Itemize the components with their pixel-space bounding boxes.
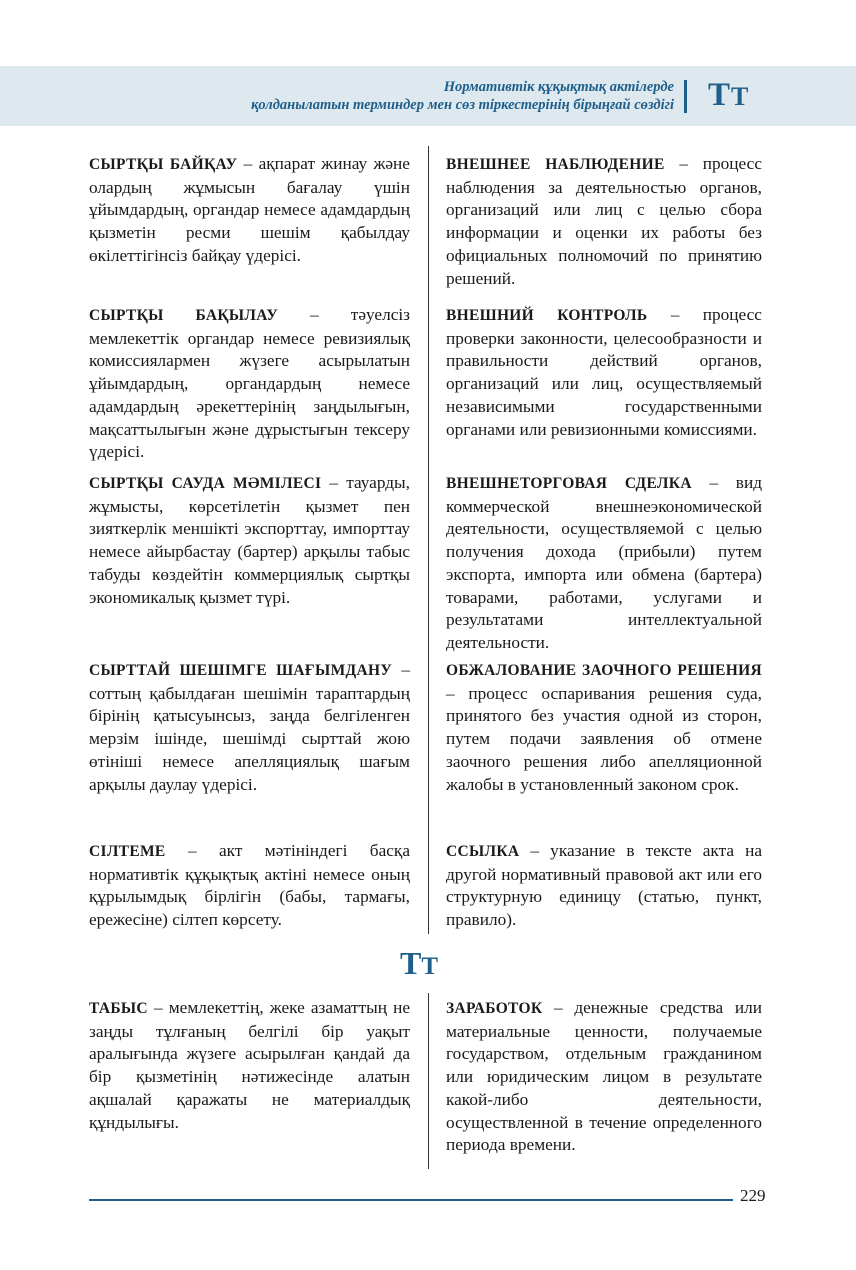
term-kz: СЫРТҚЫ САУДА МӘМІЛЕСІ	[89, 475, 322, 492]
term-kz: СЫРТҚЫ БАҚЫЛАУ	[89, 307, 279, 324]
section-letter-small: Т	[421, 953, 439, 980]
column-divider-bottom	[428, 993, 429, 1169]
definition-kz: – акт мәтініндегі басқа нормативтік құқықтық актіні немесе оның құрылымдық бірлігін (бабы, тармағы, ережесіне) сілтеп көрсету.	[89, 841, 410, 930]
header-divider	[684, 80, 687, 113]
term-kz: СІЛТЕМЕ	[89, 843, 166, 860]
column-divider-top	[428, 146, 429, 934]
entry-kz-2	[89, 472, 410, 609]
term-ru: ВНЕШНЕЕ НАБЛЮДЕНИЕ	[446, 156, 665, 173]
definition-kz: – тәуелсіз мемлекеттік органдар немесе ревизиялық комиссиялармен жүзеге асырылатын ұйымдардың, органдардың немесе адамдардың әрекеттерінің заңдылығын, мақсаттылығын және дұрыстығын тексеру үдерісі.	[89, 305, 410, 462]
term-kz: СЫРТҚЫ БАЙҚАУ	[89, 156, 238, 173]
definition-ru: – процесс проверки законности, целесообразности и правильности действий органов, организаций или лиц, осуществляемый независимыми государственными органами или ревизионными комиссиями.	[446, 305, 762, 439]
definition-ru: – денежные средства или материальные ценности, получаемые государством, отдельным гражданином или юридическим лицом в результате какой-либо деятельности, осуществленной в течение определенного периода времени.	[446, 998, 762, 1155]
entry-kz-4	[89, 840, 410, 932]
definition-kz: – соттың қабылдаған шешімін тараптардың бірінің қатысуынсыз, заңда белгіленген мерзім ішінде, шешімді сырттай жою өтініші немесе апелляциялық шағым арқылы даулау үдерісі.	[89, 660, 410, 794]
running-header	[114, 78, 674, 114]
term-ru: ВНЕШНЕТОРГОВАЯ СДЕЛКА	[446, 475, 692, 492]
entry-kz-5	[89, 997, 410, 1134]
definition-kz: – тауарды, жұмысты, көрсетілетін қызмет пен зияткерлік меншікті экспорттау, импорттау немесе айырбастау (бартер) арқылы табыс табуды көздейтін коммерциялық сыртқы экономикалық қызмет түрі.	[89, 473, 410, 607]
page-number: 229	[740, 1186, 766, 1205]
entry-kz-0	[89, 153, 410, 268]
section-letter	[0, 944, 838, 986]
definition-ru: – процесс наблюдения за деятельностью органов, организаций или лиц с целью сбора информации и оценки их работы без официальных полномочий по принятию решений.	[446, 154, 762, 288]
term-ru: ЗАРАБОТОК	[446, 1000, 543, 1017]
running-header-line-1: Нормативтік құқықтық актілерде	[443, 79, 674, 95]
term-ru: ОБЖАЛОВАНИЕ ЗАОЧНОГО РЕШЕНИЯ	[446, 662, 762, 679]
entry-ru-1	[446, 304, 762, 441]
section-letter-big: Т	[399, 945, 422, 981]
definition-ru: – процесс оспаривания решения суда, принятого без участия одной из сторон, путем подачи заявления об отмене заочного решения либо апелляционной жалобы в установленный законом срок.	[446, 683, 762, 794]
entry-ru-0	[446, 153, 762, 290]
entry-kz-1	[89, 304, 410, 464]
definition-kz: – ақпарат жинау және олардың жұмысын бағалау үшін ұйымдардың, органдар немесе адамдардың қызметін ресми шешім қабылдау өкілеттігінсіз байқау үдерісі.	[89, 154, 410, 265]
definition-ru: – вид коммерческой внешнеэкономической деятельности, осуществляемой с целью получения дохода (прибыли) путем экспорта, импорта или обмена (бартера) товарами, работами, услугами и результатами интеллектуальной деятельности.	[446, 473, 763, 652]
term-kz: ТАБЫС	[89, 1000, 148, 1017]
definition-kz: – мемлекеттің, жеке азаматтың не заңды тұлғаның белгілі бір уақыт аралығында жүзеге асырылған қандай да бір қызметінің нәтижесінде алатын ақшалай қаражаты не материалдық құндылығы.	[89, 998, 410, 1132]
entry-ru-5	[446, 997, 762, 1157]
term-kz: СЫРТТАЙ ШЕШІМГЕ ШАҒЫМДАНУ	[89, 662, 392, 679]
entry-ru-3	[446, 659, 762, 796]
running-header-line-2: қолданылатын терминдер мен сөз тіркестерінің бірыңғай сөздігі	[251, 97, 674, 113]
entry-ru-2	[446, 472, 762, 655]
entry-ru-4	[446, 840, 762, 932]
term-ru: ССЫЛКА	[446, 843, 520, 860]
entry-kz-3	[89, 659, 410, 796]
definition-ru: – указание в тексте акта на другой нормативный правовой акт или его структурную единицу (статью, пункт, правило).	[446, 841, 762, 930]
footer-rule	[89, 1199, 733, 1201]
header-letter-big: Т	[708, 77, 732, 113]
header-letter	[708, 76, 749, 116]
term-ru: ВНЕШНИЙ КОНТРОЛЬ	[446, 307, 648, 324]
header-letter-small: Т	[731, 82, 750, 111]
